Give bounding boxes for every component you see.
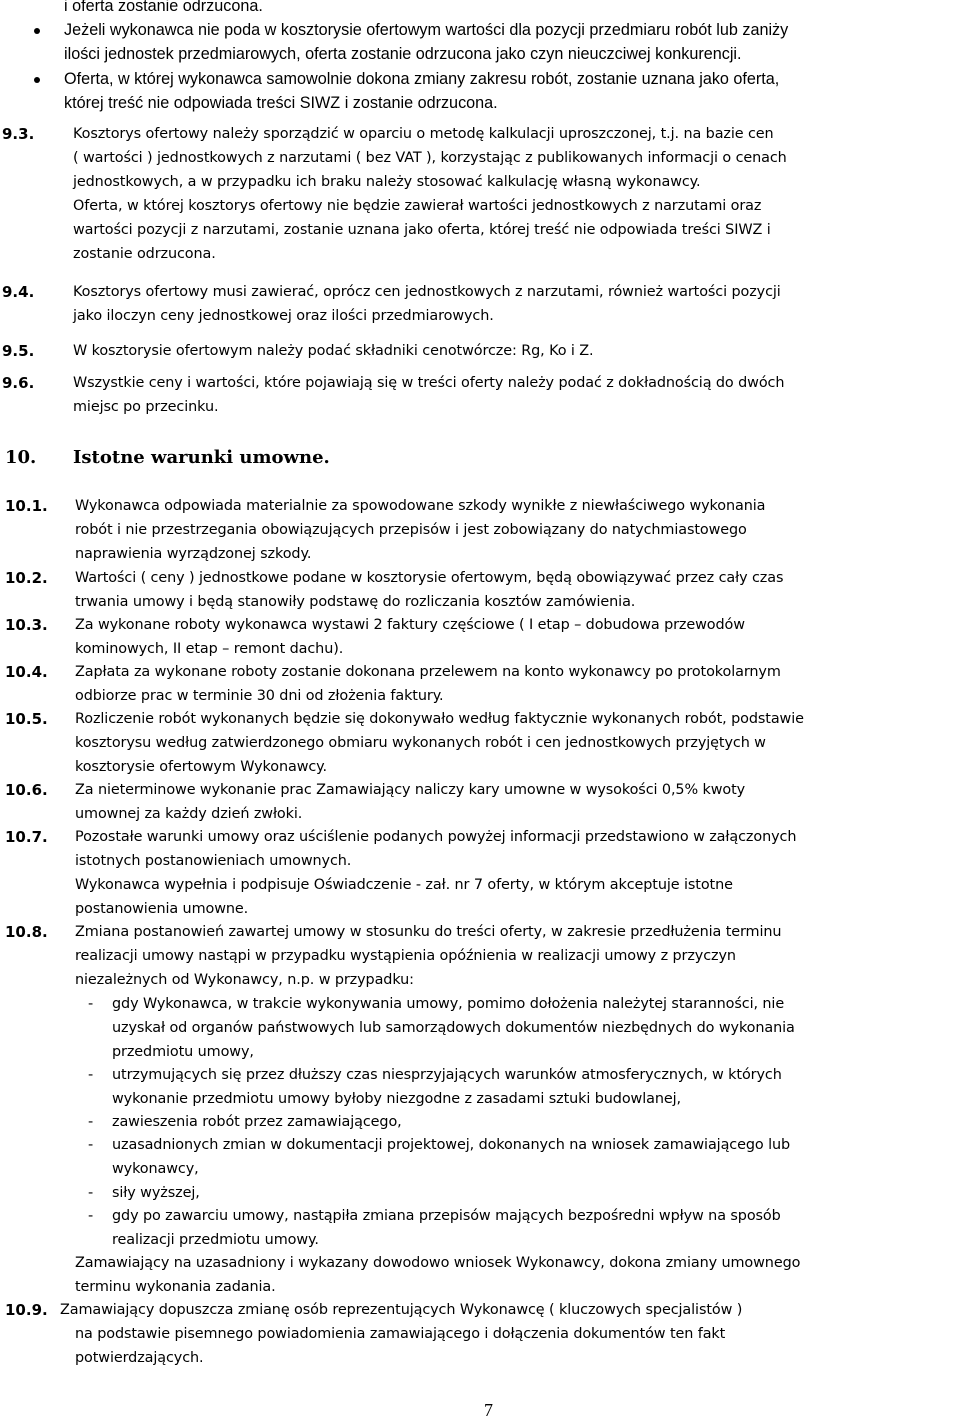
section-10-7-line: postanowienia umowne. — [75, 901, 249, 917]
section-number: 9.3. — [2, 125, 35, 143]
section-9-3-line: ( wartości ) jednostkowych z narzutami ( bez VAT ), korzystając z publikowanych informacji o cenach — [73, 150, 787, 166]
dash-marker: - — [88, 1185, 94, 1201]
section-9-3-line: Oferta, w której kosztorys ofertowy nie będzie zawierał wartości jednostkowych z narzutami oraz — [73, 198, 762, 214]
section-9-6-line: Wszystkie ceny i wartości, które pojawiają się w treści oferty należy podać z dokładnością do dwóch — [73, 375, 785, 391]
bullet-2-line-1: Oferta, w której wykonawca samowolnie dokona zmiany zakresu robót, zostanie uznana jako oferta, — [64, 70, 780, 88]
dash-item-line: zawieszenia robót przez zamawiającego, — [112, 1114, 402, 1130]
section-number: 10.3. — [5, 616, 48, 634]
section-number: 10.7. — [5, 828, 48, 846]
section-10-2-line: trwania umowy i będą stanowiły podstawę do rozliczania kosztów zamówienia. — [75, 594, 636, 610]
heading-title: Istotne warunki umowne. — [73, 447, 330, 468]
section-9-4-line: jako iloczyn ceny jednostkowej oraz ilości przedmiarowych. — [73, 308, 494, 324]
section-10-1-line: naprawienia wyrządzonej szkody. — [75, 546, 312, 562]
section-number: 10.2. — [5, 569, 48, 587]
section-9-6-line: miejsc po przecinku. — [73, 399, 219, 415]
dash-item-line: uzyskał od organów państwowych lub samorządowych dokumentów niezbędnych do wykonania — [112, 1020, 795, 1036]
closing-line: terminu wykonania zadania. — [75, 1279, 276, 1295]
dash-item-line: wykonawcy, — [112, 1161, 199, 1177]
section-9-3-line: zostanie odrzucona. — [73, 246, 216, 262]
section-number: 10.8. — [5, 923, 48, 941]
section-number: 10.6. — [5, 781, 48, 799]
section-9-5-line: W kosztorysie ofertowym należy podać składniki cenotwórcze: Rg, Ko i Z. — [73, 343, 594, 359]
dash-item-line: gdy Wykonawca, w trakcie wykonywania umowy, pomimo dołożenia należytej staranności, nie — [112, 996, 785, 1012]
section-10-7-line: Pozostałe warunki umowy oraz uściślenie podanych powyżej informacji przedstawiono w załączonych — [75, 829, 797, 845]
section-10-3-line: Za wykonane roboty wykonawca wystawi 2 faktury częściowe ( I etap – dobudowa przewodów — [75, 617, 745, 633]
section-10-6-line: Za nieterminowe wykonanie prac Zamawiający naliczy kary umowne w wysokości 0,5% kwoty — [75, 782, 746, 798]
section-10-9-line: na podstawie pisemnego powiadomienia zamawiającego i dołączenia dokumentów ten fakt — [75, 1326, 726, 1342]
section-10-5-line: kosztorysu według zatwierdzonego obmiaru wykonanych robót i cen jednostkowych przyjętych w — [75, 735, 766, 751]
dash-marker: - — [88, 1067, 94, 1083]
section-number: 9.6. — [2, 374, 35, 392]
section-number: 9.4. — [2, 283, 35, 301]
dash-marker: - — [88, 1208, 94, 1224]
closing-line: Zamawiający na uzasadniony i wykazany dowodowo wniosek Wykonawcy, dokona zmiany umownego — [75, 1255, 801, 1271]
dash-item-line: utrzymujących się przez dłuższy czas niesprzyjających warunków atmosferycznych, w których — [112, 1067, 782, 1083]
section-9-3-line: wartości pozycji z narzutami, zostanie uznana jako oferta, której treść nie odpowiada treści SIWZ i — [73, 222, 771, 238]
dash-item-line: wykonanie przedmiotu umowy byłoby niezgodne z zasadami sztuki budowlanej, — [112, 1091, 681, 1107]
bullet-icon — [34, 28, 40, 34]
bullet-1-line-2: ilości jednostek przedmiarowych, oferta zostanie odrzucona jako czyn nieuczciwej konkurencji. — [64, 45, 742, 63]
section-10-2-line: Wartości ( ceny ) jednostkowe podane w kosztorysie ofertowym, będą obowiązywać przez cały czas — [75, 570, 784, 586]
section-number: 10.4. — [5, 663, 48, 681]
section-9-3-line: Kosztorys ofertowy należy sporządzić w oparciu o metodę kalkulacji uproszczonej, t.j. na bazie cen — [73, 126, 774, 142]
section-number: 10.5. — [5, 710, 48, 728]
section-10-9-line: potwierdzających. — [75, 1350, 204, 1366]
top-fragment: i oferta zostanie odrzucona. — [64, 0, 263, 15]
section-10-6-line: umownej za każdy dzień zwłoki. — [75, 806, 303, 822]
dash-marker: - — [88, 1137, 94, 1153]
section-number: 9.5. — [2, 342, 35, 360]
dash-item-line: gdy po zawarciu umowy, nastąpiła zmiana przepisów mających bezpośredni wpływ na sposób — [112, 1208, 781, 1224]
bullet-2-line-2: której treść nie odpowiada treści SIWZ i zostanie odrzucona. — [64, 94, 498, 112]
page-number: 7 — [484, 1400, 493, 1420]
heading-number: 10. — [5, 447, 37, 468]
section-10-7-line: istotnych postanowieniach umownych. — [75, 853, 352, 869]
section-10-7-line: Wykonawca wypełnia i podpisuje Oświadczenie - zał. nr 7 oferty, w którym akceptuje istotne — [75, 877, 733, 893]
section-10-5-line: kosztorysie ofertowym Wykonawcy. — [75, 759, 328, 775]
section-10-5-line: Rozliczenie robót wykonanych będzie się dokonywało według faktycznie wykonanych robót, podstawie — [75, 711, 804, 727]
bullet-1-line-1: Jeżeli wykonawca nie poda w kosztorysie ofertowym wartości dla pozycji przedmiaru robót lub zaniży — [64, 21, 789, 39]
section-10-8-line: realizacji umowy nastąpi w przypadku wystąpienia opóźnienia w realizacji umowy z przyczyn — [75, 948, 736, 964]
dash-item-line: siły wyższej, — [112, 1185, 200, 1201]
dash-marker: - — [88, 1114, 94, 1130]
section-10-1-line: Wykonawca odpowiada materialnie za spowodowane szkody wynikłe z niewłaściwego wykonania — [75, 498, 766, 514]
section-9-3-line: jednostkowych, a w przypadku ich braku należy stosować kalkulację własną wykonawcy. — [73, 174, 701, 190]
section-number: 10.1. — [5, 497, 48, 515]
section-number: 10.9. — [5, 1301, 48, 1319]
section-10-8-line: Zmiana postanowień zawartej umowy w stosunku do treści oferty, w zakresie przedłużenia terminu — [75, 924, 782, 940]
dash-item-line: realizacji przedmiotu umowy. — [112, 1232, 319, 1248]
dash-item-line: uzasadnionych zmian w dokumentacji projektowej, dokonanych na wniosek zamawiającego lub — [112, 1137, 791, 1153]
dash-marker: - — [88, 996, 94, 1012]
section-10-9-line: Zamawiający dopuszcza zmianę osób reprezentujących Wykonawcę ( kluczowych specjalistów ) — [60, 1302, 743, 1318]
section-10-1-line: robót i nie przestrzegania obowiązujących przepisów i jest zobowiązany do natychmiastowego — [75, 522, 747, 538]
section-10-4-line: Zapłata za wykonane roboty zostanie dokonana przelewem na konto wykonawcy po protokolarnym — [75, 664, 781, 680]
section-10-3-line: kominowych, II etap – remont dachu). — [75, 641, 344, 657]
section-10-4-line: odbiorze prac w terminie 30 dni od złożenia faktury. — [75, 688, 444, 704]
section-10-8-line: niezależnych od Wykonawcy, n.p. w przypadku: — [75, 972, 414, 988]
section-9-4-line: Kosztorys ofertowy musi zawierać, oprócz cen jednostkowych z narzutami, również wartości pozycji — [73, 284, 781, 300]
bullet-icon — [34, 77, 40, 83]
dash-item-line: przedmiotu umowy, — [112, 1044, 254, 1060]
